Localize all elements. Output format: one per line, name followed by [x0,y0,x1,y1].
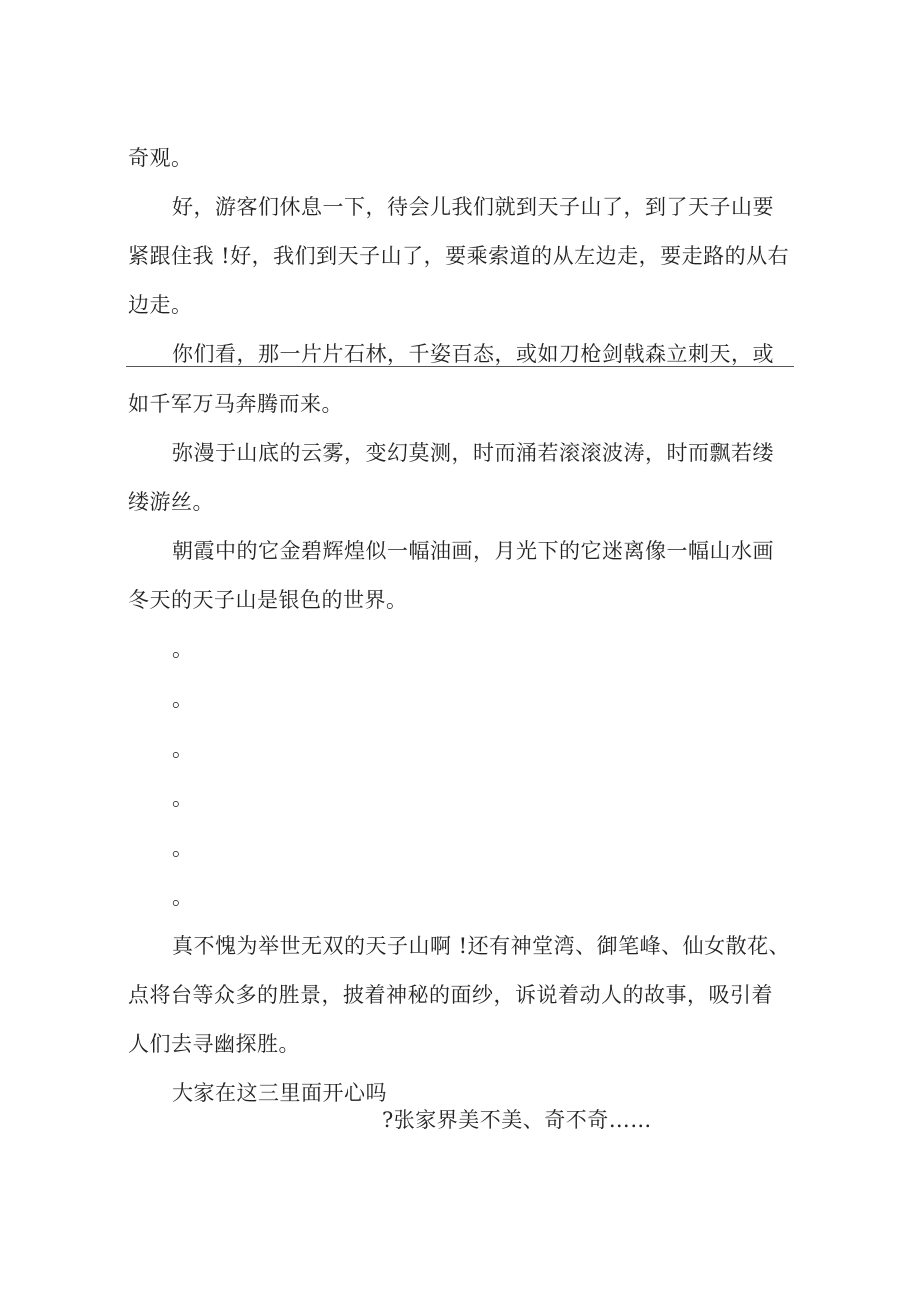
text-line: 奇观。 [128,146,193,170]
text-line: 缕游丝。 [128,490,214,514]
text-line: 。 [172,687,194,711]
text-line: 大家在这三里面开心吗 [172,1081,387,1105]
text-line: 边走。 [128,293,193,317]
text-line: 好，游客们休息一下，待会儿我们就到天子山了，到了天子山要 [172,195,774,219]
text-line: 你们看，那一片片石林，千姿百态，或如刀枪剑戟森立刺天，或 [172,342,774,366]
text-line: 冬天的天子山是银色的世界。 [128,588,408,612]
text-line: 。 [172,885,194,909]
text-line: 朝霞中的它金碧辉煌似一幅油画，月光下的它迷离像一幅山水画 [172,539,774,563]
text-line: ?张家界美不美、奇不奇…… [382,1108,652,1132]
text-line: 人们去寻幽探胜。 [128,1032,300,1056]
text-line: 。 [172,836,194,860]
text-line: 真不愧为举世无双的天子山啊 !还有神堂湾、御笔峰、仙女散花、 [172,934,791,958]
horizontal-rule [126,366,794,367]
text-line: 。 [172,637,194,661]
text-line: 紧跟住我 !好，我们到天子山了，要乘索道的从左边走，要走路的从右 [128,244,790,268]
text-line: 弥漫于山底的云雾，变幻莫测，时而涌若滚滚波涛，时而飘若缕 [172,441,774,465]
text-line: 如千军万马奔腾而来。 [128,392,343,416]
text-line: 。 [172,737,194,761]
text-line: 。 [172,786,194,810]
text-line: 点将台等众多的胜景，披着神秘的面纱，诉说着动人的故事，吸引着 [128,983,773,1007]
